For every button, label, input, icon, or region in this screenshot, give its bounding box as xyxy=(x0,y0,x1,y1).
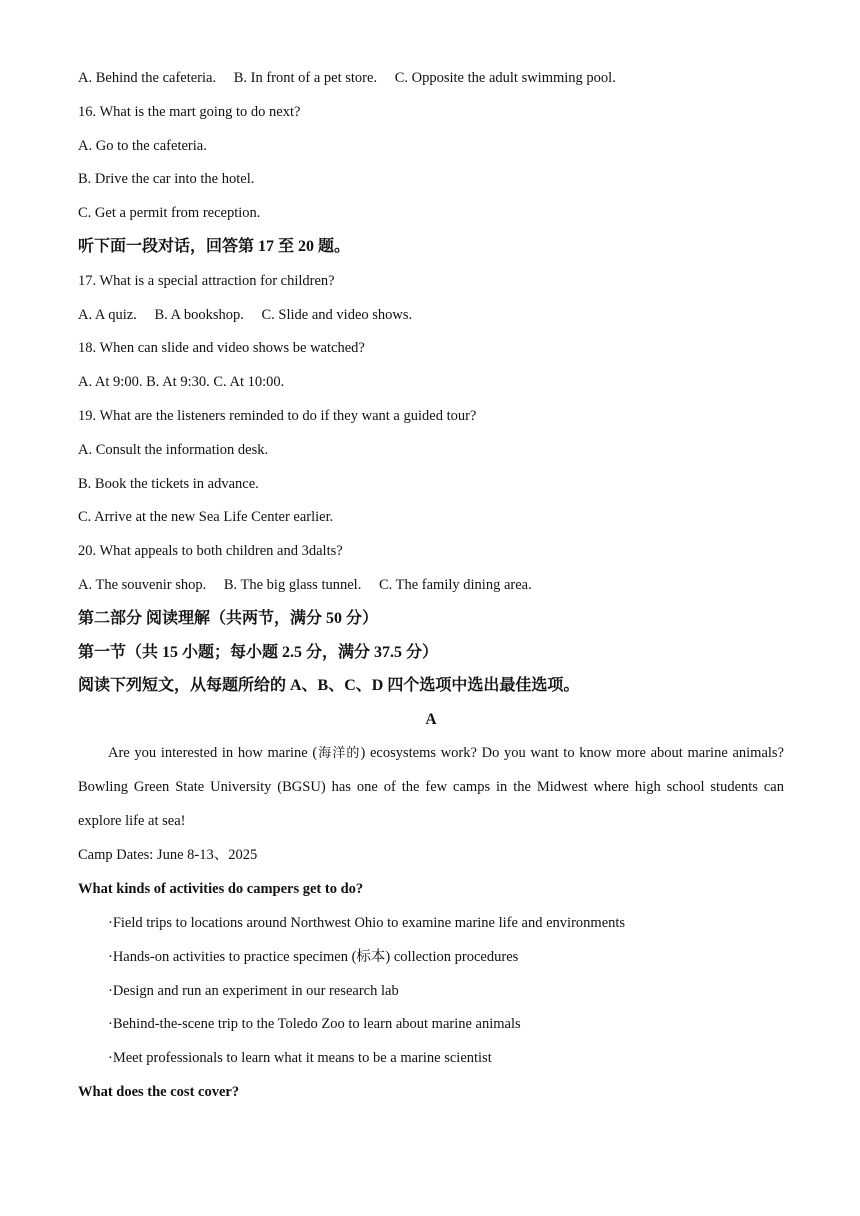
q15-option-a: A. Behind the cafeteria. xyxy=(78,70,217,86)
q16-option-a: A. Go to the cafeteria. xyxy=(78,137,207,154)
q20-option-a: A. The souvenir shop. xyxy=(78,576,207,593)
q17-question: 17. What is a special attraction for children? xyxy=(78,272,335,289)
passage-label: A xyxy=(425,711,437,729)
passage-intro xyxy=(78,737,784,838)
q16-question: 16. What is the mart going to do next? xyxy=(78,103,301,120)
q16-option-b: B. Drive the car into the hotel. xyxy=(78,171,255,188)
q20-question: 20. What appeals to both children and 3dalts? xyxy=(78,543,343,560)
q17-option-a: A. A quiz. xyxy=(78,306,137,323)
q17-option-b: B. A bookshop. xyxy=(154,306,244,323)
q15-options xyxy=(78,70,784,86)
q19-option-b: B. Book the tickets in advance. xyxy=(78,475,259,492)
q16-option-c: C. Get a permit from reception. xyxy=(78,205,261,222)
q18-question: 18. When can slide and video shows be watched? xyxy=(78,340,365,357)
passage-intro-gloss: 海洋的 xyxy=(317,745,361,761)
exam-page xyxy=(78,70,784,1118)
part2-title: 第二部分 阅读理解（共两节，满分 50 分） xyxy=(78,609,379,627)
section-instruction-17-20: 听下面一段对话，回答第 17 至 20 题。 xyxy=(78,237,351,255)
activities-heading: What kinds of activities do campers get to do? xyxy=(78,881,364,898)
q19-question: 19. What are the listeners reminded to do if they want a guided tour? xyxy=(78,407,477,424)
q20-options xyxy=(78,577,784,593)
q15-option-b: B. In front of a pet store. xyxy=(233,70,378,86)
camp-dates: Camp Dates: June 8-13、2025 xyxy=(78,847,258,864)
activity-item: ·Hands-on activities to practice specimen (标本) collection procedures xyxy=(108,948,519,965)
q20-option-b: B. The big glass tunnel. xyxy=(223,576,362,593)
q19-option-a: A. Consult the information desk. xyxy=(78,441,269,458)
reading-instruction: 阅读下列短文，从每题所给的 A、B、C、D 四个选项中选出最佳选项。 xyxy=(78,677,580,695)
section1-title: 第一节（共 15 小题；每小题 2.5 分，满分 37.5 分） xyxy=(78,643,439,661)
q15-option-c: C. Opposite the adult swimming pool. xyxy=(394,70,616,86)
activity-item: ·Meet professionals to learn what it means to be a marine scientist xyxy=(108,1050,492,1067)
cost-heading: What does the cost cover? xyxy=(78,1083,240,1100)
q17-options xyxy=(78,307,784,323)
q20-option-c: C. The family dining area. xyxy=(378,576,532,593)
passage-intro-part1: Are you interested in how marine ( xyxy=(108,744,318,761)
q18-options: A. At 9:00. B. At 9:30. C. At 10:00. xyxy=(78,374,285,391)
activity-item: ·Design and run an experiment in our research lab xyxy=(108,982,399,999)
activity-item: ·Behind-the-scene trip to the Toledo Zoo to learn about marine animals xyxy=(108,1016,521,1033)
activity-item: ·Field trips to locations around Northwest Ohio to examine marine life and environments xyxy=(108,914,626,931)
q17-option-c: C. Slide and video shows. xyxy=(261,306,413,323)
passage-intro-part2: ) ecosystems work? Do you want to know more about marine animals? Bowling Green State University (BGSU) has one of the few camps in the Midwest where high school students can explore life at sea! xyxy=(78,744,784,829)
q19-option-c: C. Arrive at the new Sea Life Center earlier. xyxy=(78,509,334,526)
